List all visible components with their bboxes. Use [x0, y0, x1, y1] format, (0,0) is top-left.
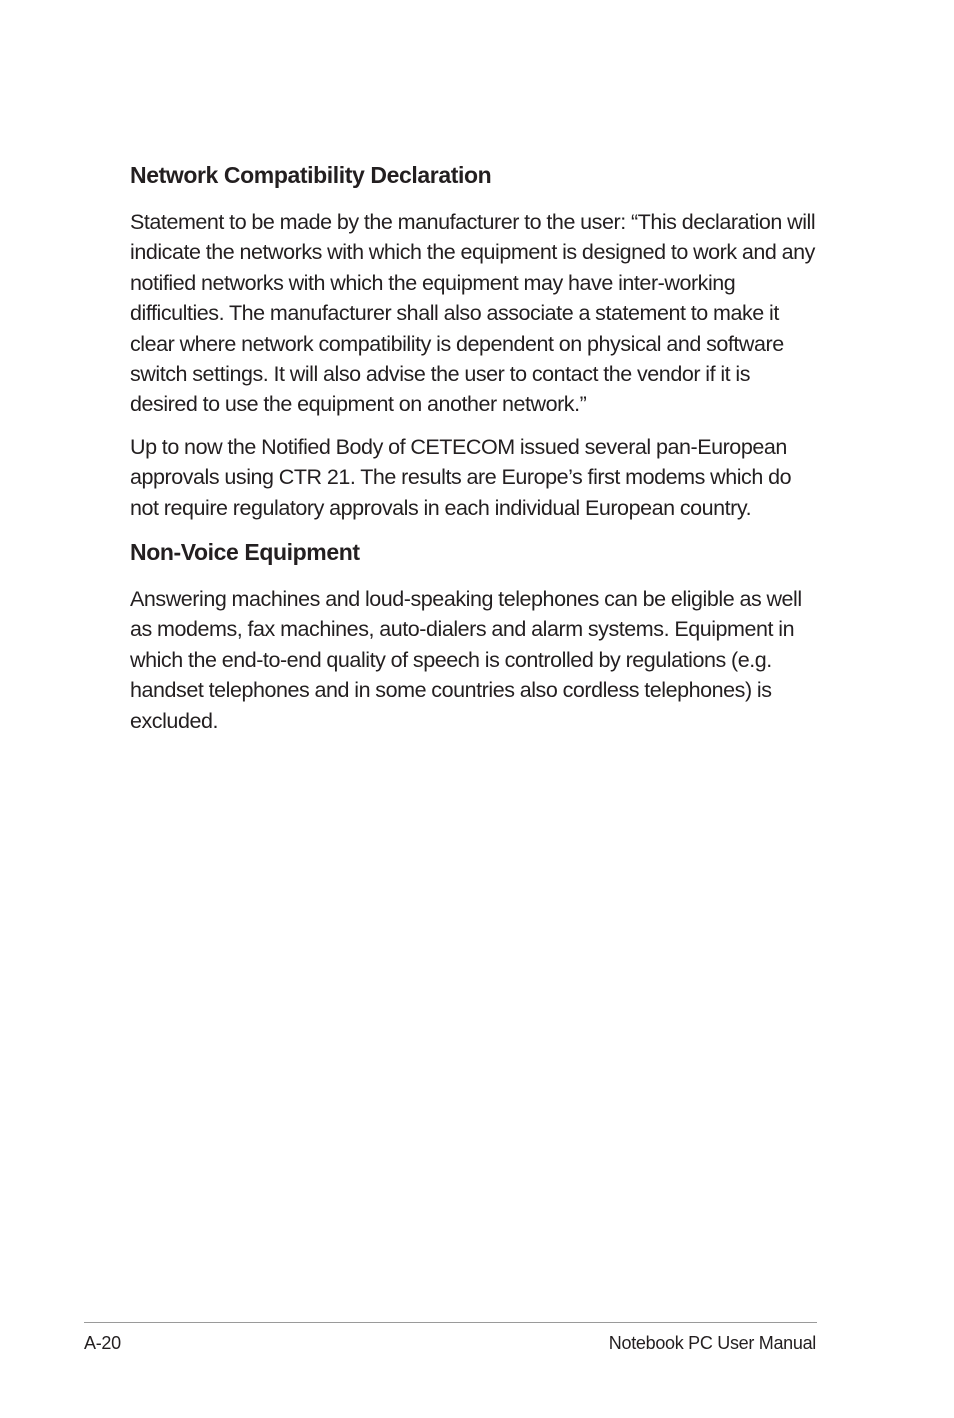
paragraph-cetecom: Up to now the Notified Body of CETECOM issued several pan-European approvals using CTR 21. The results are Europe’s first modems which do not require regulatory approvals in each individual European country.	[130, 434, 792, 520]
page-number: A-20	[84, 1333, 121, 1353]
manual-title: Notebook PC User Manual	[608, 1333, 816, 1353]
paragraph-statement: Statement to be made by the manufacturer to the user: “This declaration will indicate the networks with which the equipment is designed to work and any notified networks with which the equipment may have inter-working difficulties. The manufacturer shall also associate a statement to make it clear where network compatibility is dependent on physical and software switch settings. It will also advise the user to contact the vendor if it is desired to use the equipment on another network.”	[130, 210, 816, 417]
section-title-network-compatibility: Network Compatibility Declaration	[130, 162, 492, 188]
page-content	[130, 158, 822, 748]
footer-divider	[84, 1322, 817, 1323]
section-title-non-voice-equipment: Non-Voice Equipment	[130, 539, 360, 566]
paragraph-non-voice: Answering machines and loud-speaking telephones can be eligible as well as modems, fax machines, auto-dialers and alarm systems. Equipment in which the end-to-end quality of speech is controlled by regulations (e.g. handset telephones and in some countries also cordless telephones) is excluded.	[130, 587, 802, 733]
